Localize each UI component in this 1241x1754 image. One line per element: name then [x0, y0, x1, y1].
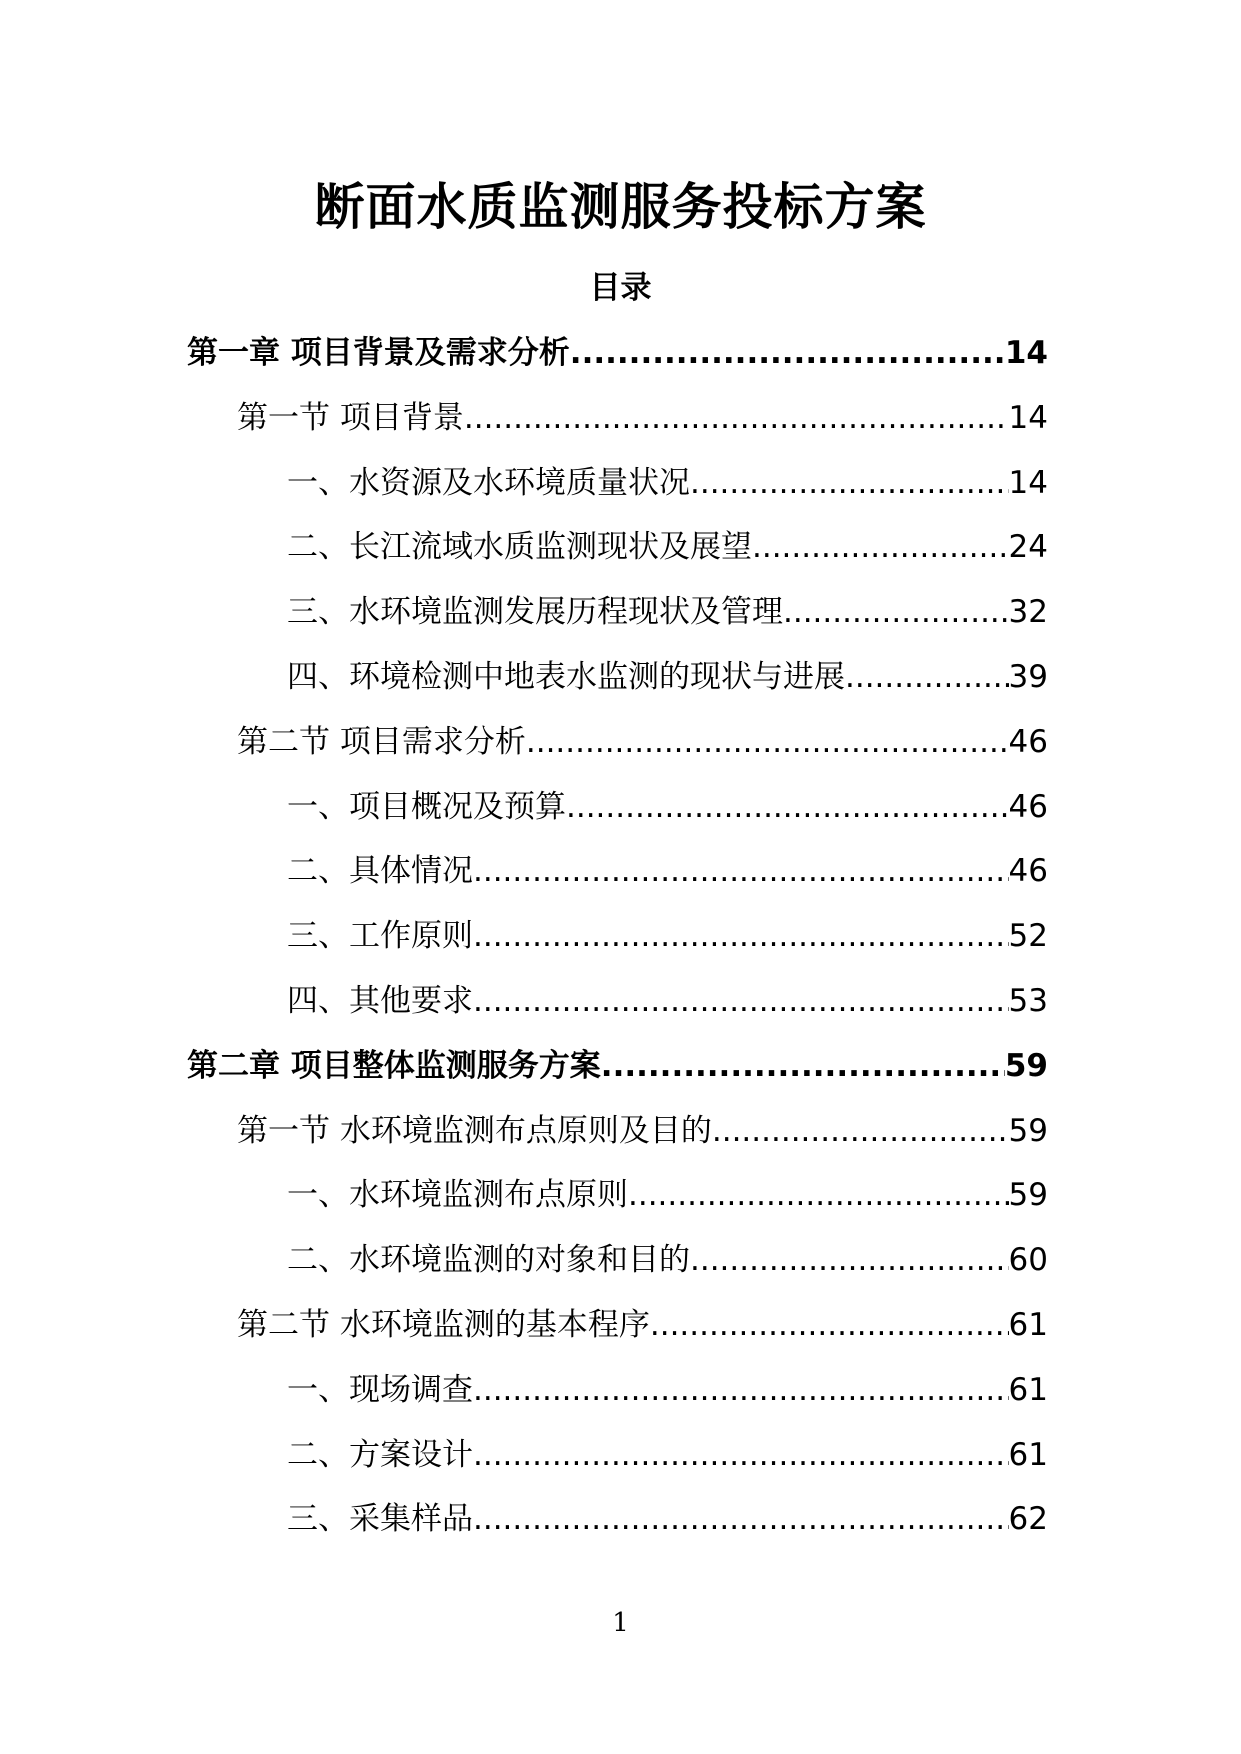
toc-entry-page-number: 24 [1008, 529, 1048, 566]
toc-dot-leader [473, 848, 1009, 894]
toc-entry[interactable] [237, 1108, 1048, 1154]
toc-entry-label: 一、水环境监测布点原则 [287, 1177, 628, 1214]
toc-dot-leader [845, 654, 1009, 700]
document-title: 断面水质监测服务投标方案 [314, 178, 927, 236]
toc-dot-leader [712, 1108, 1009, 1154]
toc-entry-label: 第一节 项目背景 [237, 399, 464, 436]
toc-entry-label: 第一节 水环境监测布点原则及目的 [237, 1112, 712, 1149]
toc-entry[interactable] [287, 1367, 1048, 1413]
toc-entry-label: 一、水资源及水环境质量状况 [287, 464, 690, 501]
toc-entry-page-number: 39 [1008, 659, 1048, 695]
toc-entry-page-number: 59 [1004, 1047, 1048, 1084]
toc-entry[interactable] [287, 654, 1048, 700]
toc-entry[interactable] [187, 1043, 1048, 1089]
toc-dot-leader [566, 784, 1009, 830]
toc-entry[interactable] [287, 589, 1048, 635]
toc-entry[interactable] [187, 330, 1048, 376]
toc-dot-leader [690, 460, 1009, 506]
toc-entry-label: 三、水环境监测发展历程现状及管理 [287, 594, 783, 631]
page-number: 1 [612, 1608, 629, 1638]
toc-entry-label: 三、采集样品 [287, 1501, 473, 1538]
toc-entry[interactable] [287, 1172, 1048, 1218]
toc-entry[interactable] [287, 524, 1048, 570]
toc-entry-page-number: 46 [1008, 723, 1048, 760]
toc-entry[interactable] [287, 1496, 1048, 1542]
toc-dot-leader [628, 1172, 1009, 1218]
toc-dot-leader [690, 1237, 1009, 1283]
toc-entry-page-number: 32 [1008, 594, 1048, 631]
toc-entry-label: 四、环境检测中地表水监测的现状与进展 [287, 659, 845, 695]
toc-dot-leader [464, 395, 1009, 441]
toc-dot-leader [473, 1367, 1009, 1413]
toc-entry-label: 第二节 项目需求分析 [237, 723, 526, 760]
toc-entry-label: 第二节 水环境监测的基本程序 [237, 1307, 650, 1343]
toc-dot-leader [526, 719, 1009, 765]
toc-entry-page-number: 52 [1008, 918, 1048, 955]
toc-dot-leader [650, 1302, 1009, 1348]
toc-heading: 目录 [589, 270, 652, 306]
toc-dot-leader [601, 1043, 1005, 1089]
toc-entry-label: 二、具体情况 [287, 853, 473, 890]
toc-entry-page-number: 61 [1008, 1436, 1048, 1473]
toc-entry[interactable] [287, 848, 1048, 894]
toc-entry-label: 四、其他要求 [287, 983, 473, 1019]
toc-entry-page-number: 14 [1008, 399, 1048, 436]
toc-entry-page-number: 60 [1008, 1242, 1048, 1279]
toc-dot-leader [473, 978, 1009, 1024]
toc-entry-page-number: 61 [1008, 1307, 1048, 1343]
toc-entry-page-number: 46 [1008, 853, 1048, 890]
toc-dot-leader [752, 524, 1009, 570]
toc-dot-leader [473, 1496, 1009, 1542]
toc-entry[interactable] [287, 978, 1048, 1024]
toc-entry[interactable] [287, 1432, 1048, 1478]
toc-entry-page-number: 46 [1008, 788, 1048, 825]
toc-entry-page-number: 53 [1008, 983, 1048, 1019]
toc-entry[interactable] [287, 1237, 1048, 1283]
toc-entry-label: 第一章 项目背景及需求分析 [187, 335, 570, 371]
toc-entry-page-number: 14 [1004, 335, 1048, 371]
toc-entry-label: 二、水环境监测的对象和目的 [287, 1242, 690, 1279]
toc-entry[interactable] [287, 913, 1048, 959]
toc-entry-page-number: 59 [1008, 1112, 1048, 1149]
toc-entry-label: 一、项目概况及预算 [287, 788, 566, 825]
toc-entry[interactable] [287, 460, 1048, 506]
toc-entry-label: 第二章 项目整体监测服务方案 [187, 1047, 601, 1084]
toc-entry[interactable] [237, 1302, 1048, 1348]
toc-entry[interactable] [287, 784, 1048, 830]
toc-entry-label: 二、长江流域水质监测现状及展望 [287, 529, 752, 566]
toc-entry-label: 二、方案设计 [287, 1436, 473, 1473]
toc-dot-leader [783, 589, 1009, 635]
toc-entry-page-number: 14 [1008, 464, 1048, 501]
toc-entry[interactable] [237, 395, 1048, 441]
toc-dot-leader [570, 330, 1005, 376]
toc-entry-label: 三、工作原则 [287, 918, 473, 955]
toc-entry-label: 一、现场调查 [287, 1371, 473, 1408]
toc-entry-page-number: 61 [1008, 1371, 1048, 1408]
toc-dot-leader [473, 1432, 1009, 1478]
toc-entry[interactable] [237, 719, 1048, 765]
toc-dot-leader [473, 913, 1009, 959]
toc-entry-page-number: 62 [1008, 1501, 1048, 1538]
toc-entry-page-number: 59 [1008, 1177, 1048, 1214]
